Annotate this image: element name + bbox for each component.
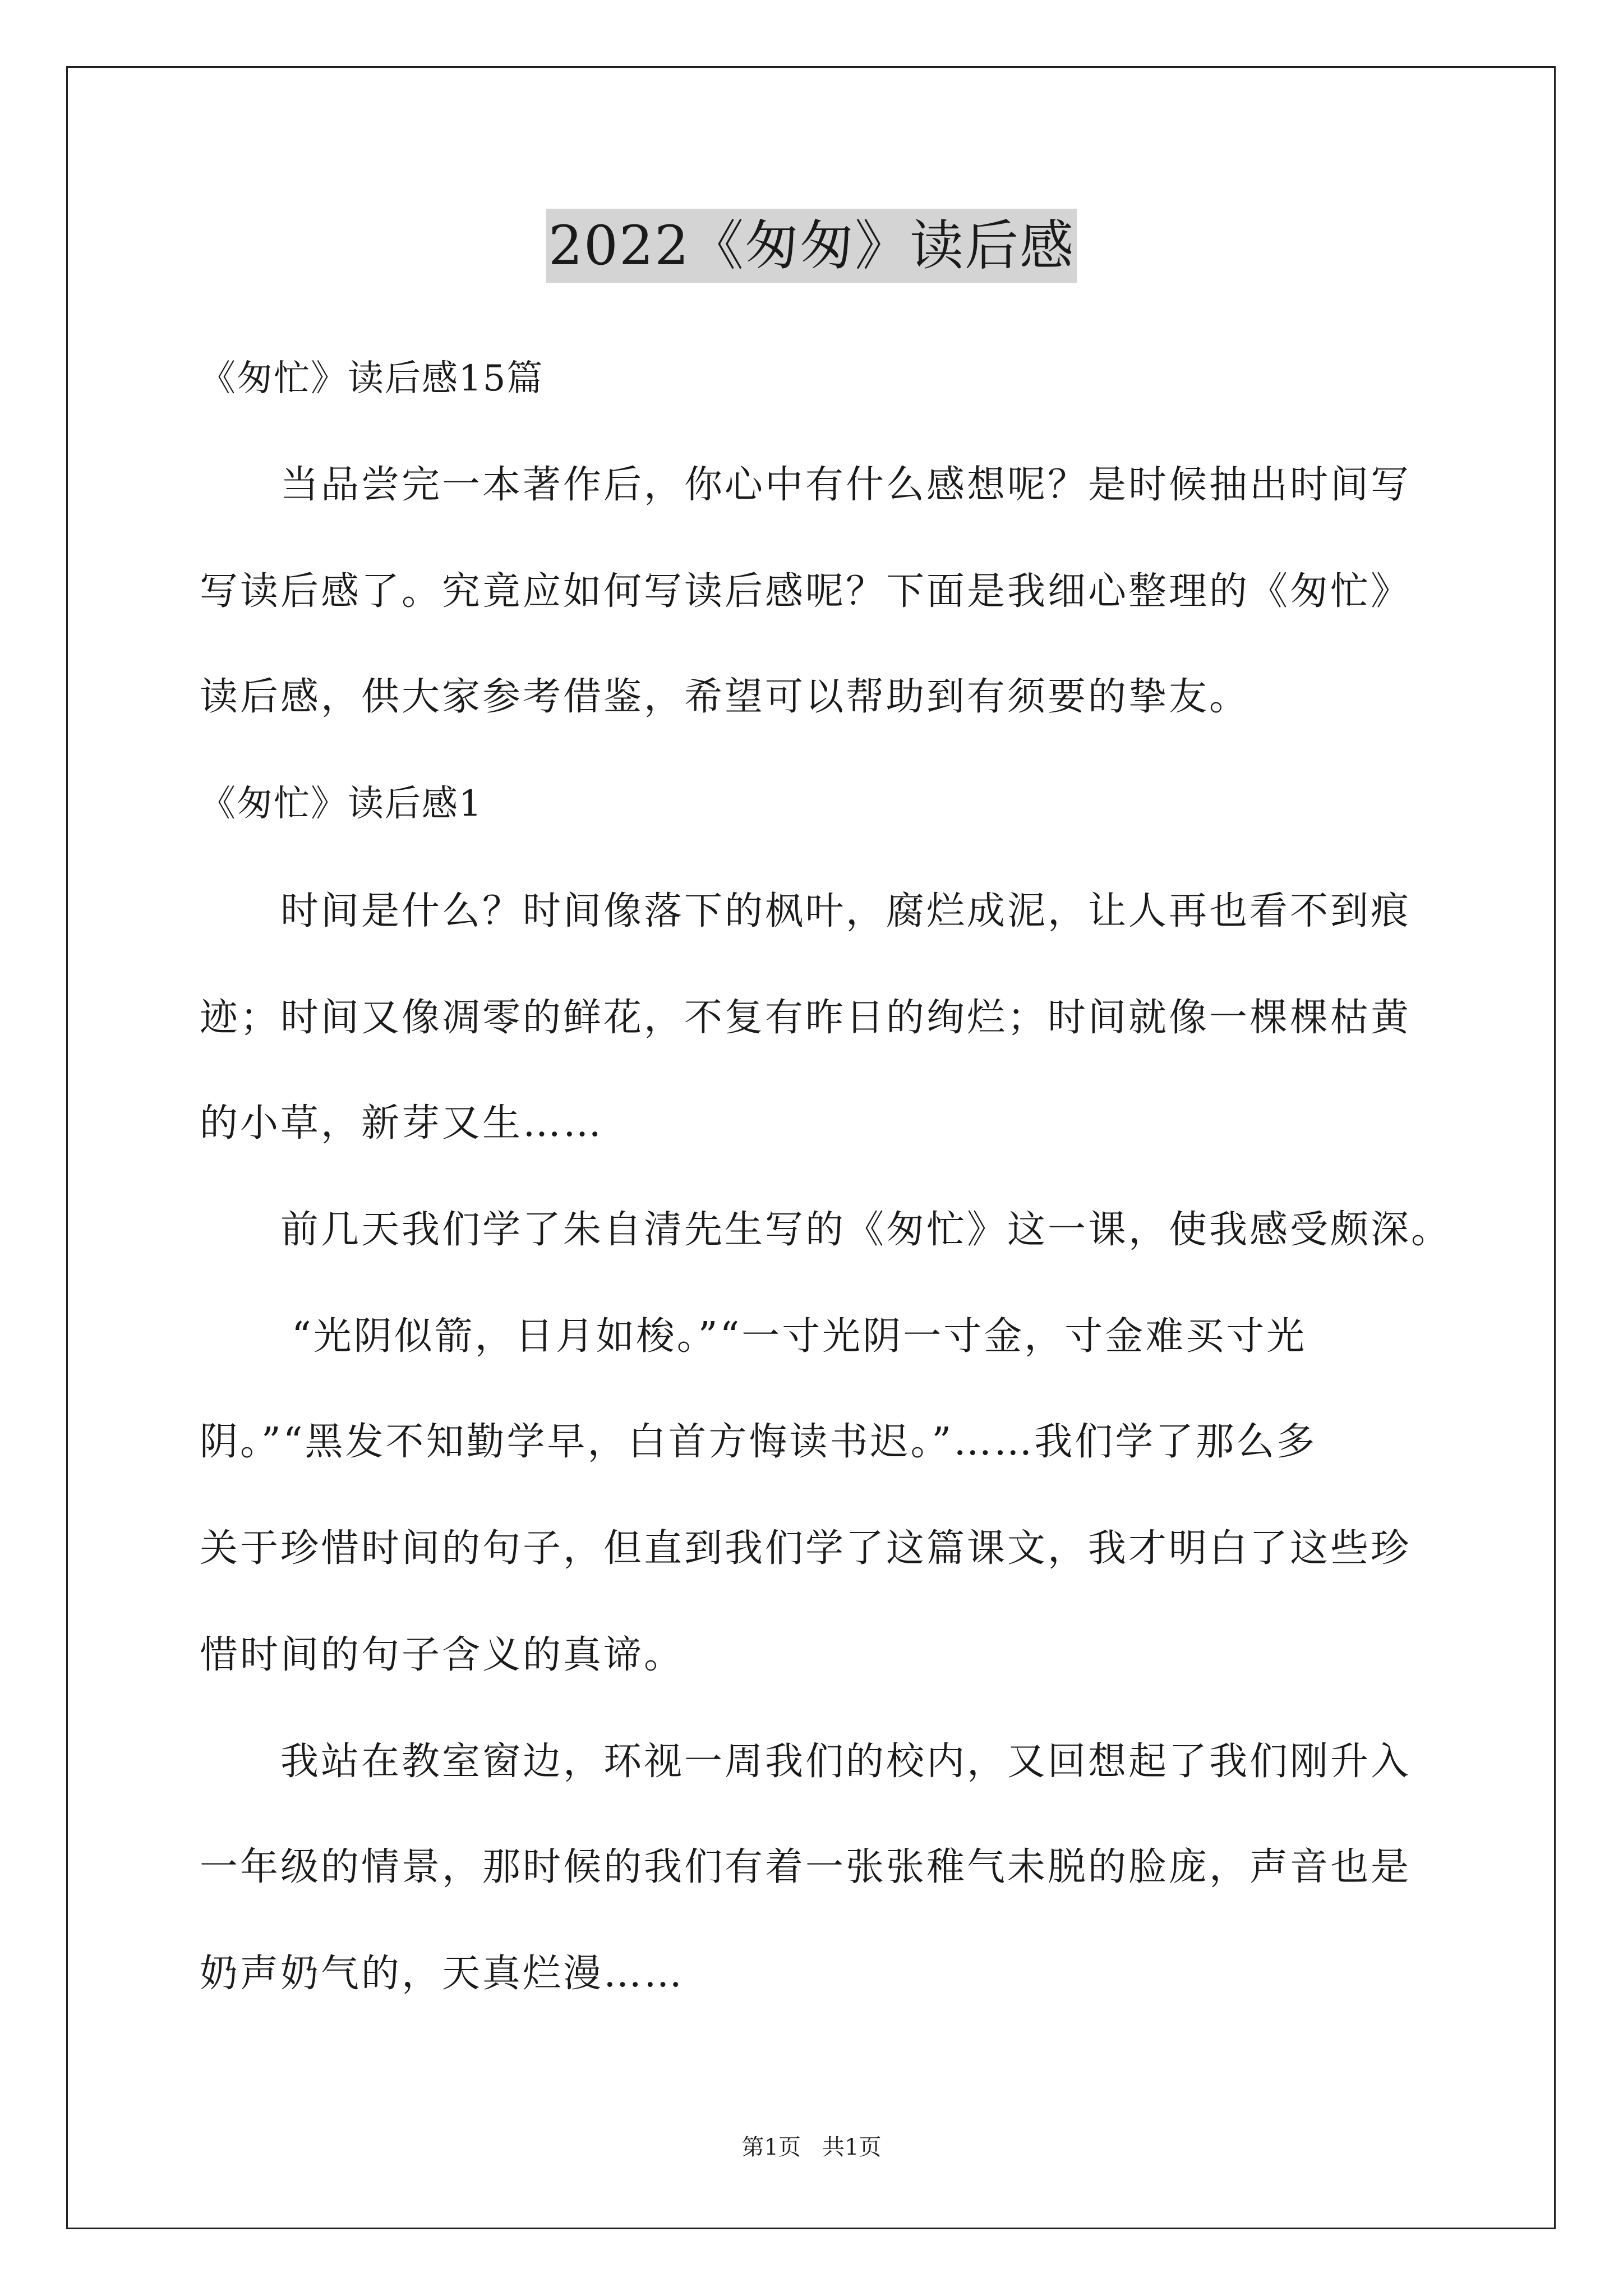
paragraph3-line-3: 奶声奶气的，天真烂漫…… bbox=[200, 1952, 685, 1996]
paragraph2-line-2: “光阴似箭，日月如梭。”“一寸光阴一寸金，寸金难买寸光 bbox=[292, 1314, 1307, 1359]
paragraph3-line-1: 我站在教室窗边，环视一周我们的校内，又回想起了我们刚升入 bbox=[280, 1740, 1412, 1784]
paragraph1-line-2: 迹；时间又像凋零的鲜花，不复有昨日的绚烂；时间就像一棵棵枯黄 bbox=[200, 996, 1412, 1040]
collection-heading: 《匆忙》读后感15篇 bbox=[200, 358, 544, 399]
paragraph1-line-3: 的小草，新芽又生…… bbox=[200, 1101, 604, 1145]
intro-line-2: 写读后感了。究竟应如何写读后感呢？下面是我细心整理的《匆忙》 bbox=[200, 569, 1412, 614]
paragraph2-line-4: 关于珍惜时间的句子，但直到我们学了这篇课文，我才明白了这些珍 bbox=[200, 1526, 1412, 1571]
title-container bbox=[0, 209, 1623, 283]
paragraph2-line-1: 前几天我们学了朱自清先生写的《匆忙》这一课，使我感受颇深。 bbox=[280, 1208, 1452, 1252]
paragraph2-line-3: 阴。”“黑发不知勤学早，白首方悔读书迟。”……我们学了那么多 bbox=[200, 1420, 1317, 1464]
document-title: 2022《匆匆》读后感 bbox=[546, 209, 1077, 283]
intro-line-3: 读后感，供大家参考借鉴，希望可以帮助到有须要的挚友。 bbox=[200, 675, 1250, 719]
essay-heading: 《匆忙》读后感1 bbox=[200, 783, 483, 825]
intro-line-1: 当品尝完一本著作后，你心中有什么感想呢？是时候抽出时间写 bbox=[280, 463, 1412, 507]
paragraph3-line-2: 一年级的情景，那时候的我们有着一张张稚气未脱的脸庞，声音也是 bbox=[200, 1845, 1412, 1889]
paragraph1-line-1: 时间是什么？时间像落下的枫叶，腐烂成泥，让人再也看不到痕 bbox=[280, 889, 1412, 933]
paragraph2-line-5: 惜时间的句子含义的真谛。 bbox=[200, 1633, 685, 1677]
page-footer: 第1页 共1页 bbox=[741, 2134, 882, 2160]
